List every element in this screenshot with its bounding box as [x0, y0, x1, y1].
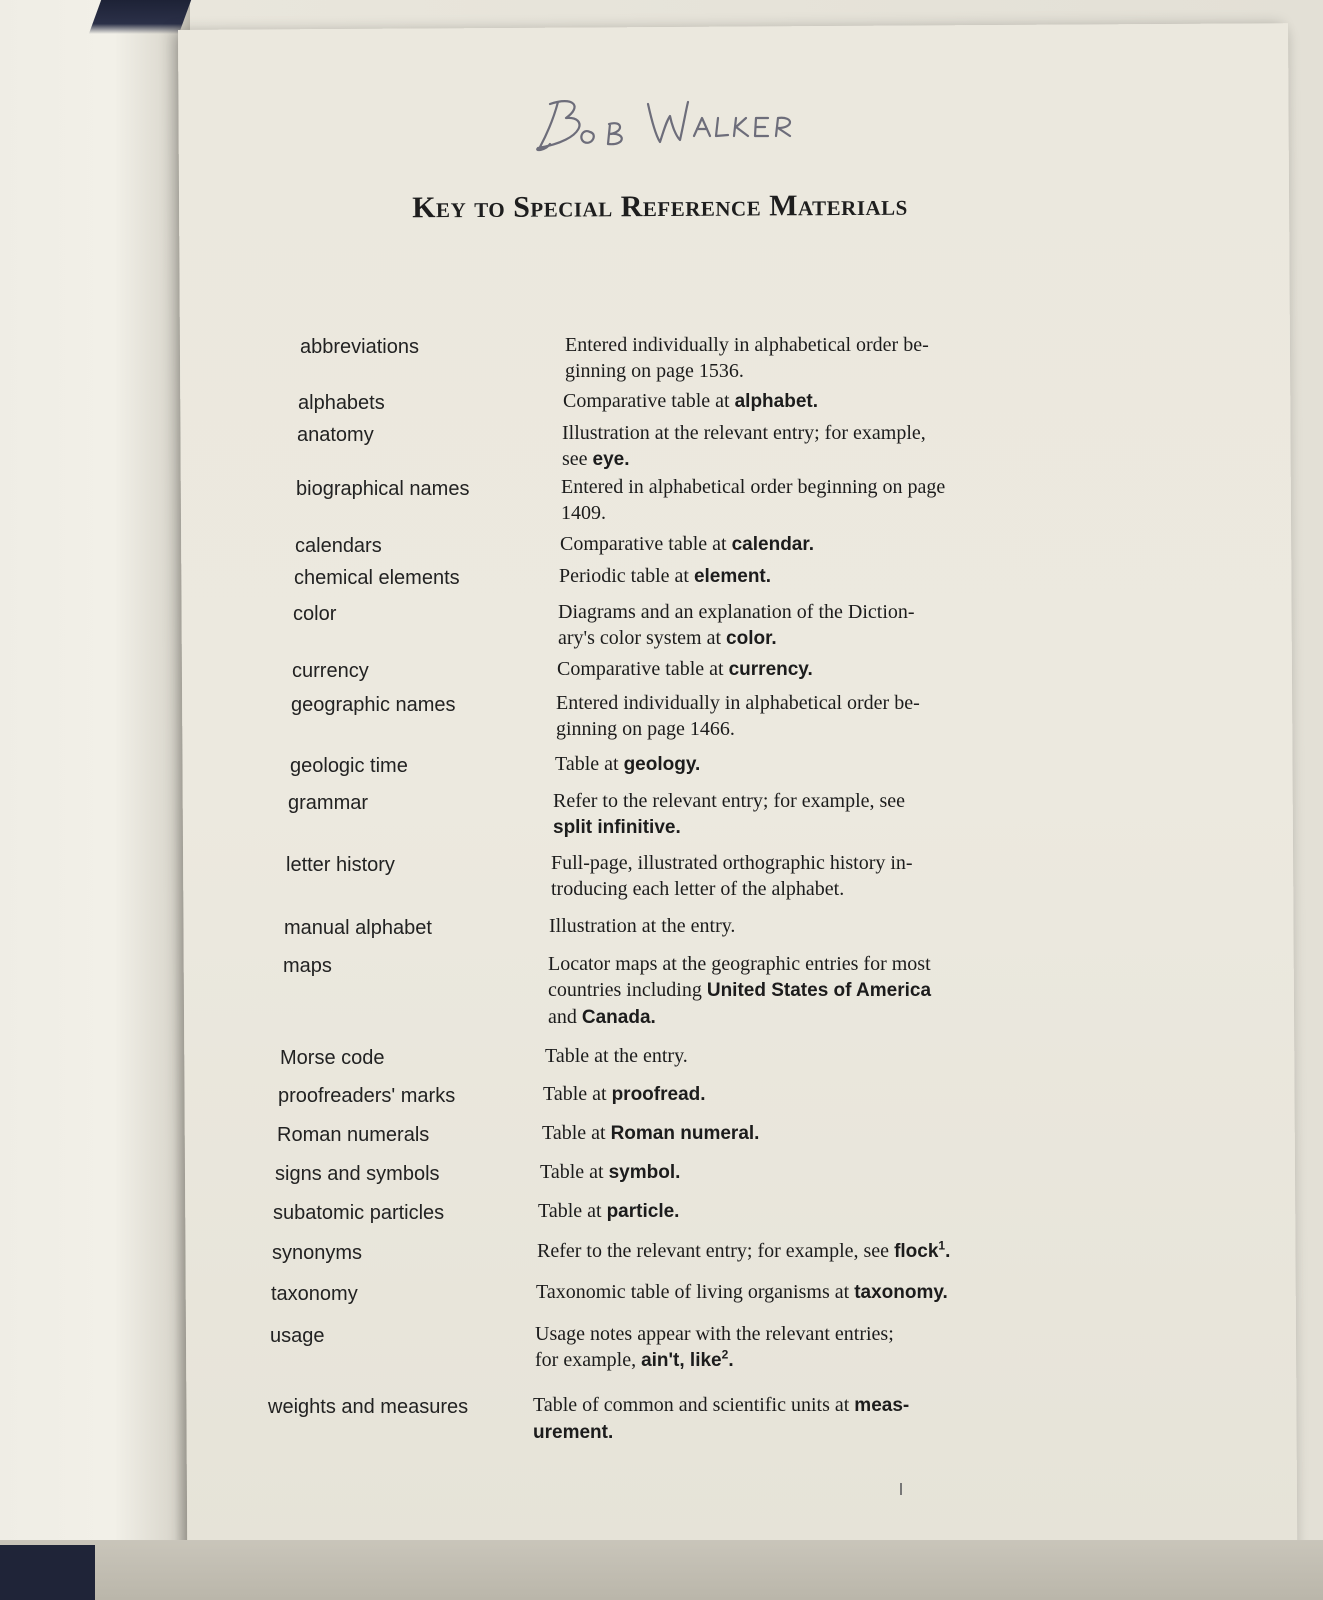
entry-description	[559, 563, 1059, 590]
description-line	[540, 1159, 1040, 1186]
cross-reference-keyword	[726, 628, 777, 649]
description-text: Illustration at the entry.	[549, 915, 736, 937]
entry-description	[560, 531, 1060, 558]
keyword-text: eye.	[592, 449, 630, 470]
description-text: Entered individually in alphabetical order be-	[556, 692, 920, 714]
description-text: Entered individually in alphabetical order be-	[565, 334, 929, 356]
cross-reference-keyword	[694, 566, 771, 587]
entry-description	[555, 751, 1055, 778]
keyword-text: meas-	[854, 1395, 910, 1416]
description-line	[557, 656, 1057, 683]
description-line	[549, 913, 1049, 939]
description-text: 1409.	[561, 502, 606, 524]
entry-term: chemical elements	[294, 567, 460, 589]
keyword-text: calendar.	[731, 534, 814, 555]
description-text: Locator maps at the geographic entries for most	[548, 953, 931, 975]
entry-description	[535, 1321, 1035, 1374]
entry-description	[562, 420, 1062, 473]
keyword-text: urement.	[533, 1422, 614, 1443]
entry-term: currency	[292, 660, 369, 682]
description-line	[551, 876, 1051, 902]
description-line	[545, 1043, 1045, 1069]
cross-reference-keyword	[593, 449, 630, 470]
entry-description	[543, 1081, 1043, 1108]
description-line	[565, 332, 1065, 358]
entry-description	[561, 474, 1061, 526]
entry-term: alphabets	[298, 392, 385, 414]
entry-description	[549, 913, 1049, 939]
entry-term: proofreaders' marks	[278, 1085, 456, 1107]
entry-term: signs and symbols	[275, 1163, 440, 1185]
keyword-text: Canada.	[581, 1007, 656, 1028]
description-line	[559, 563, 1059, 590]
keyword-text: proofread.	[611, 1084, 706, 1105]
description-line	[555, 751, 1055, 778]
entry-description	[538, 1198, 1038, 1225]
cross-reference-keyword	[553, 817, 681, 838]
entry-description	[540, 1159, 1040, 1186]
keyword-text: ain't, like	[641, 1350, 722, 1371]
entry-term: Roman numerals	[277, 1124, 430, 1146]
entry-description	[556, 690, 1056, 742]
description-text: Diagrams and an explanation of the Diction-	[558, 601, 915, 623]
entry-term: color	[293, 603, 337, 625]
entry-term: abbreviations	[300, 336, 419, 358]
entry-term: usage	[270, 1325, 325, 1347]
description-text: Entered in alphabetical order beginning on page	[561, 476, 946, 498]
keyword-text: geology.	[623, 754, 701, 775]
description-line	[558, 599, 1058, 625]
description-line	[561, 474, 1061, 500]
description-text: Table at	[555, 753, 624, 775]
homograph-superscript: 2	[721, 1347, 729, 1362]
entry-term: manual alphabet	[284, 917, 432, 939]
description-line	[535, 1321, 1035, 1347]
description-text: Usage notes appear with the relevant entries;	[535, 1323, 894, 1345]
description-line	[535, 1347, 1035, 1374]
entry-description	[542, 1120, 1042, 1147]
description-text: Table at the entry.	[545, 1045, 688, 1067]
entry-term: calendars	[295, 535, 382, 557]
description-line	[562, 420, 1062, 446]
description-line	[548, 951, 1048, 977]
description-line	[533, 1392, 1033, 1419]
description-line	[538, 1198, 1038, 1225]
description-text: countries including	[548, 979, 707, 1001]
entry-description	[533, 1392, 1033, 1446]
description-line	[543, 1081, 1043, 1108]
keyword-text: color.	[726, 628, 777, 649]
cross-reference-keyword	[533, 1422, 613, 1443]
description-line	[551, 850, 1051, 876]
cross-reference-keyword	[607, 1201, 680, 1222]
cross-reference-keyword	[732, 534, 814, 555]
homograph-superscript: 1	[938, 1238, 946, 1253]
description-text: ary's color system at	[558, 627, 727, 649]
description-text: ginning on page 1466.	[556, 718, 735, 740]
cross-reference-keyword	[609, 1162, 681, 1183]
entry-description	[558, 599, 1058, 652]
description-line	[562, 446, 1062, 473]
entry-description	[557, 656, 1057, 683]
cross-reference-keyword	[707, 980, 931, 1001]
keyword-text: symbol.	[608, 1162, 681, 1183]
description-text: Comparative table at	[563, 390, 735, 412]
entry-description	[553, 788, 1053, 841]
entry-term: taxonomy	[271, 1283, 358, 1305]
description-text: Comparative table at	[557, 658, 729, 680]
description-text: Table at	[540, 1161, 609, 1183]
entry-term: grammar	[288, 792, 369, 814]
entry-term: maps	[283, 955, 332, 977]
cross-reference-keyword	[735, 391, 818, 412]
description-text: troducing each letter of the alphabet.	[551, 878, 845, 900]
description-text: Periodic table at	[559, 565, 694, 587]
description-line	[556, 690, 1056, 716]
description-line	[565, 358, 1065, 384]
entry-description	[551, 850, 1051, 902]
entry-description	[563, 388, 1063, 415]
description-line	[536, 1279, 1036, 1306]
cross-reference-keyword	[612, 1084, 706, 1105]
cross-reference-keyword	[582, 1007, 656, 1028]
cross-reference-keyword	[894, 1238, 946, 1262]
description-text: and	[548, 1006, 582, 1028]
description-text: ginning on page 1536.	[565, 360, 744, 382]
description-text: Refer to the relevant entry; for example, see	[537, 1240, 895, 1262]
keyword-text: taxonomy.	[854, 1282, 948, 1303]
description-text: Table at	[538, 1200, 607, 1222]
description-line	[553, 788, 1053, 814]
page-title: Key to Special Reference Materials	[412, 188, 908, 225]
cross-reference-keyword	[854, 1282, 948, 1303]
entry-description	[537, 1238, 1037, 1265]
description-line	[537, 1238, 1037, 1265]
keyword-text: flock	[894, 1241, 939, 1262]
description-line	[561, 500, 1061, 526]
keyword-text: United States of America	[706, 980, 932, 1001]
keyword-text: split infinitive.	[553, 817, 681, 838]
keyword-text: .	[945, 1241, 951, 1262]
keyword-text: .	[728, 1350, 734, 1371]
entry-term: subatomic particles	[273, 1202, 445, 1224]
entry-term: anatomy	[297, 424, 374, 446]
description-text: Full-page, illustrated orthographic history in-	[551, 852, 913, 874]
description-line	[563, 388, 1063, 415]
cross-reference-keyword	[945, 1241, 950, 1262]
cross-reference-keyword	[854, 1395, 909, 1416]
entry-description	[548, 951, 1048, 1031]
description-line	[533, 1419, 1033, 1446]
entry-term: geographic names	[291, 694, 456, 716]
entry-description	[565, 332, 1065, 384]
description-text: Table at	[543, 1083, 612, 1105]
cross-reference-keyword	[728, 1350, 733, 1371]
description-text: see	[562, 448, 593, 470]
cross-reference-keyword	[624, 754, 701, 775]
entry-term: synonyms	[272, 1242, 363, 1264]
cross-reference-keyword	[641, 1347, 729, 1371]
description-line	[556, 716, 1056, 742]
description-text: Taxonomic table of living organisms at	[536, 1281, 855, 1303]
entry-term: weights and measures	[268, 1396, 469, 1418]
keyword-text: element.	[693, 566, 772, 587]
description-line	[548, 977, 1048, 1004]
description-text: Table at	[542, 1122, 611, 1144]
entry-term: geologic time	[290, 755, 408, 777]
description-line	[560, 531, 1060, 558]
entry-term: biographical names	[296, 478, 470, 500]
description-text: Table of common and scientific units at	[533, 1394, 855, 1416]
description-line	[548, 1004, 1048, 1031]
entry-description	[545, 1043, 1045, 1069]
description-line	[558, 625, 1058, 652]
description-text: Comparative table at	[560, 533, 732, 555]
description-line	[553, 814, 1053, 841]
keyword-text: alphabet.	[734, 391, 819, 412]
cross-reference-keyword	[729, 659, 813, 680]
keyword-text: particle.	[606, 1201, 680, 1222]
cross-reference-keyword	[611, 1123, 760, 1144]
description-text: Refer to the relevant entry; for example, see	[553, 790, 906, 812]
entry-term: Morse code	[280, 1047, 385, 1069]
page-speck	[900, 1483, 902, 1495]
entry-term: letter history	[286, 854, 395, 876]
description-line	[542, 1120, 1042, 1147]
keyword-text: currency.	[728, 659, 813, 680]
description-text: Illustration at the relevant entry; for example,	[562, 422, 926, 444]
description-text: for example,	[535, 1349, 642, 1371]
keyword-text: Roman numeral.	[610, 1123, 760, 1144]
entry-description	[536, 1279, 1036, 1306]
